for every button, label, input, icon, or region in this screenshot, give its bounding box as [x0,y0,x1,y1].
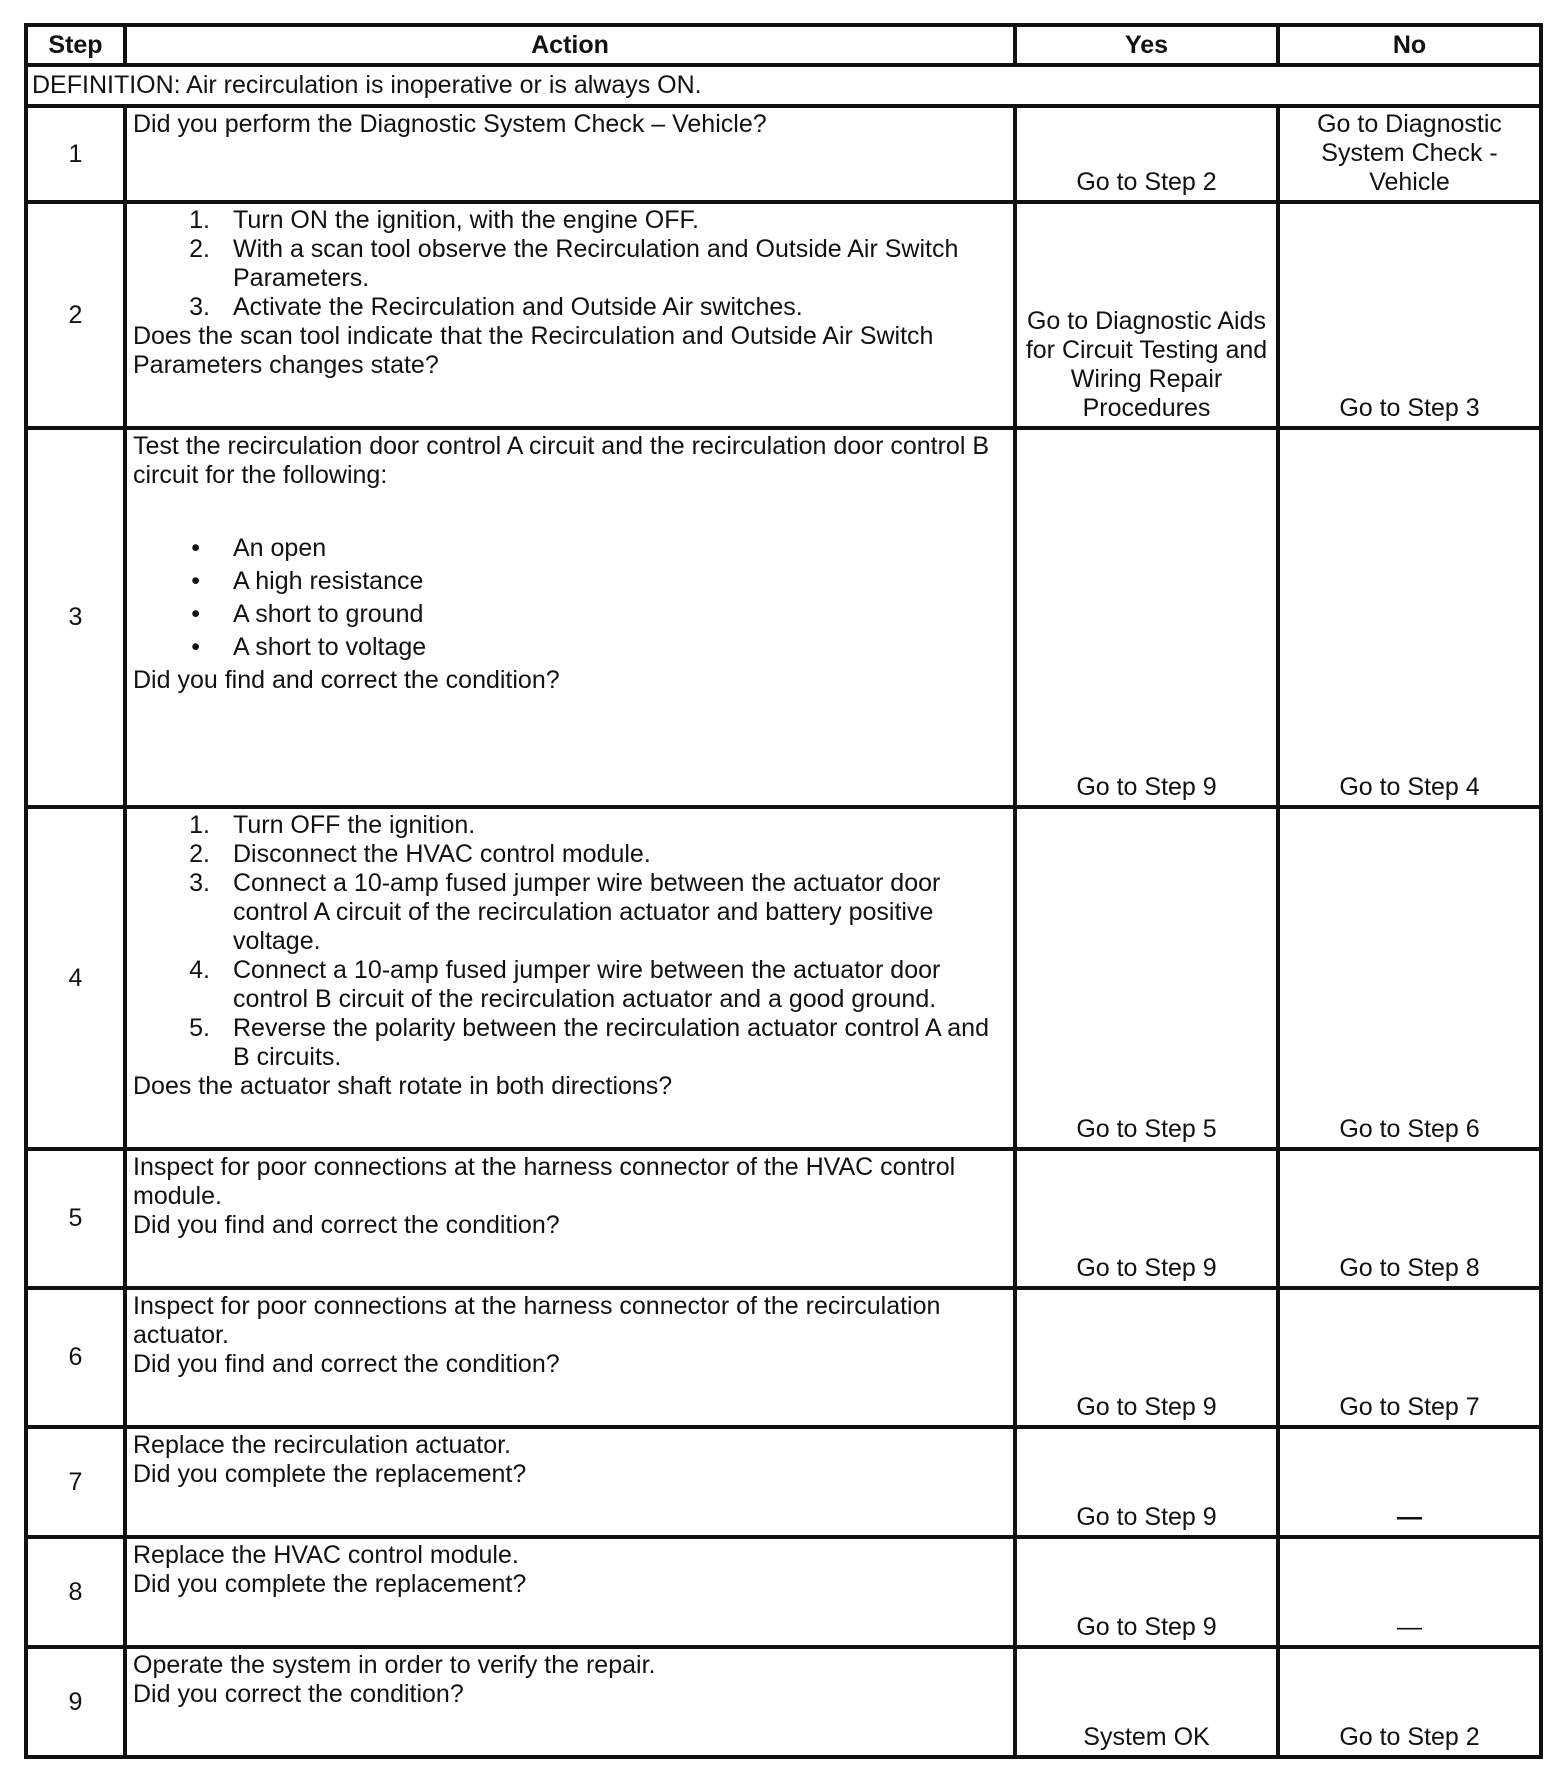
list-item: 3. Connect a 10-amp fused jumper wire between the actuator door control A circuit of the recirculation actuator and battery positive voltage. [189,869,941,955]
yes-cell: Go to Step 9 [1015,1427,1278,1537]
definition-row [26,65,1541,106]
action-intro: Test the recirculation door control A circuit and the recirculation door control B circuit for the following: [133,432,989,489]
step-number: 3 [26,428,125,807]
table-row [26,202,1541,428]
header-no: No [1278,25,1541,65]
no-cell: — [1278,1537,1541,1647]
definition-text: DEFINITION: Air recirculation is inoperative or is always ON. [26,65,1541,106]
list-item: • A short to voltage [191,633,427,661]
action-cell [125,1149,1015,1288]
diagnostic-table [24,23,1543,1759]
numbered-list [133,811,1009,1072]
table-row [26,428,1541,807]
action-cell [125,1427,1015,1537]
no-cell: Go to Step 8 [1278,1149,1541,1288]
list-item: 2. With a scan tool observe the Recirculation and Outside Air Switch Parameters. [189,235,959,292]
table-row [26,1647,1541,1757]
action-intro: Replace the HVAC control module. [133,1541,519,1569]
list-item: 4. Connect a 10-amp fused jumper wire between the actuator door control B circuit of the recirculation actuator and a good ground. [189,956,941,1013]
action-cell [125,428,1015,807]
table-row [26,1427,1541,1537]
table-row [26,106,1541,202]
header-yes: Yes [1015,25,1278,65]
action-cell [125,202,1015,428]
yes-cell: Go to Step 9 [1015,1149,1278,1288]
action-intro: Replace the recirculation actuator. [133,1431,511,1459]
yes-cell: Go to Step 9 [1015,1537,1278,1647]
action-cell [125,807,1015,1149]
numbered-list [133,206,1009,322]
list-item: • A short to ground [191,600,424,628]
action-question: Did you correct the condition? [133,1680,464,1708]
yes-cell: Go to Step 2 [1015,106,1278,202]
action-question: Did you complete the replacement? [133,1570,527,1598]
action-question: Did you perform the Diagnostic System Check – Vehicle? [133,110,767,138]
step-number: 6 [26,1288,125,1427]
action-question: Did you find and correct the condition? [133,1350,560,1378]
action-question: Did you find and correct the condition? [133,1211,560,1239]
action-question: Did you complete the replacement? [133,1460,527,1488]
table-row [26,1537,1541,1647]
action-cell [125,1647,1015,1757]
no-cell: Go to Step 7 [1278,1288,1541,1427]
no-cell: Go to Step 6 [1278,807,1541,1149]
step-number: 8 [26,1537,125,1647]
step-number: 9 [26,1647,125,1757]
action-question: Does the actuator shaft rotate in both directions? [133,1072,673,1100]
yes-cell: Go to Diagnostic Aids for Circuit Testing and Wiring Repair Procedures [1015,202,1278,428]
action-cell [125,1537,1015,1647]
bullet-list [133,534,1009,662]
list-item: 5. Reverse the polarity between the recirculation actuator control A and B circuits. [189,1014,989,1071]
header-row [26,25,1541,65]
action-intro: Inspect for poor connections at the harness connector of the recirculation actuator. [133,1292,941,1349]
list-item: 1. Turn ON the ignition, with the engine OFF. [189,206,699,234]
header-step: Step [26,25,125,65]
no-cell: Go to Diagnostic System Check - Vehicle [1278,106,1541,202]
step-number: 1 [26,106,125,202]
action-question: Does the scan tool indicate that the Recirculation and Outside Air Switch Parameters changes state? [133,322,934,379]
header-action: Action [125,25,1015,65]
yes-cell: Go to Step 9 [1015,1288,1278,1427]
step-number: 2 [26,202,125,428]
list-item: 3. Activate the Recirculation and Outside Air switches. [189,293,803,321]
step-number: 5 [26,1149,125,1288]
list-item: 1. Turn OFF the ignition. [189,811,476,839]
no-cell: Go to Step 3 [1278,202,1541,428]
action-intro: Inspect for poor connections at the harness connector of the HVAC control module. [133,1153,956,1210]
yes-cell: System OK [1015,1647,1278,1757]
action-cell [125,106,1015,202]
yes-cell: Go to Step 9 [1015,428,1278,807]
step-number: 4 [26,807,125,1149]
no-cell: Go to Step 2 [1278,1647,1541,1757]
list-item: • An open [191,534,327,562]
list-item: 2. Disconnect the HVAC control module. [189,840,651,868]
action-cell [125,1288,1015,1427]
list-item: • A high resistance [191,567,424,595]
no-cell: — [1278,1427,1541,1537]
table-row [26,1149,1541,1288]
yes-cell: Go to Step 5 [1015,807,1278,1149]
table-row [26,807,1541,1149]
step-number: 7 [26,1427,125,1537]
action-intro: Operate the system in order to verify the repair. [133,1651,656,1679]
no-cell: Go to Step 4 [1278,428,1541,807]
table-row [26,1288,1541,1427]
action-question: Did you find and correct the condition? [133,666,560,694]
